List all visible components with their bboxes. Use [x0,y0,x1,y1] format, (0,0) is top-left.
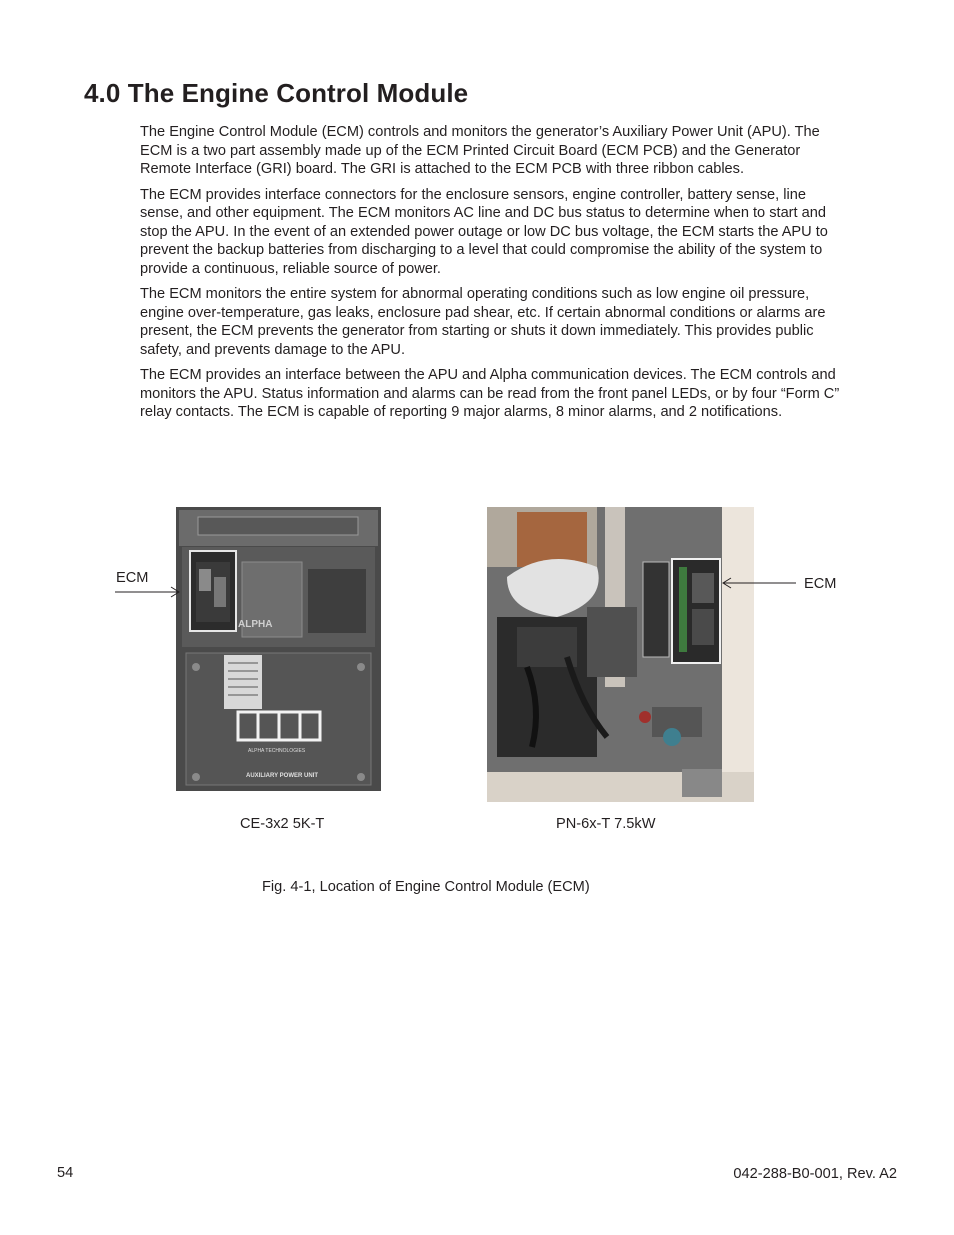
ce-3x2-caption: CE-3x2 5K-T [240,816,325,832]
paragraph-communication: The ECM provides an interface between the APU and Alpha communication devices. The ECM controls and monitors the APU. Status information and alarms can be read from the front panel LEDs, or by four “Form C” relay contacts. The ECM is capable of reporting 9 major alarms, 8 minor alarms, and 2 notifications. [140,367,840,420]
ecm-callout-right: ECM [804,576,837,592]
figure-caption: Fig. 4-1, Location of Engine Control Module (ECM) [262,879,590,895]
pn-6x-t-caption: PN-6x-T 7.5kW [556,816,656,832]
page-number: 54 [57,1165,74,1181]
body-text [140,123,850,429]
section-heading: 4.0 The Engine Control Module [84,78,469,108]
apu-panel-text: AUXILIARY POWER UNIT [246,773,319,779]
paragraph-monitoring: The ECM monitors the entire system for abnormal operating conditions such as low engine oil pressure, engine over-temperature, gas leaks, enclosure pad shear, etc. If certain abnormal conditions or alarms are present, the ECM prevents the generator from starting or shuts it down immediately. This provides public safety, and prevents damage to the APU. [140,286,826,358]
ecm-callout-left: ECM [116,570,149,586]
paragraph-interface: The ECM provides interface connectors for the enclosure sensors, engine controller, battery sense, line sense, and other equipment. The ECM monitors AC line and DC bus status to determine when to start and stop the APU. In the event of an extended power outage or low DC bus voltage, the ECM starts the APU to prevent the backup batteries from discharging to a level that could compromise the ability of the system to provide a continuous, reliable source of power. [140,186,828,277]
ce-3x2-enclosure-photo [176,507,381,791]
apc-label-text: ALPHA [238,619,273,630]
paragraph-intro: The Engine Control Module (ECM) controls and monitors the generator’s Auxiliary Power Unit (APU). The ECM is a two part assembly made up of the ECM Printed Circuit Board (ECM PCB) and the Generator Remote Interface (GRI) board. The GRI is attached to the ECM PCB with three ribbon cables. [140,124,820,177]
arrow-left-icon [718,575,798,591]
document-number: 042-288-B0-001, Rev. A2 [733,1166,897,1182]
alpha-logo-subtext: ALPHA TECHNOLOGIES [248,748,306,754]
pn-6x-t-generator-photo [487,507,754,802]
arrow-right-icon [114,584,184,600]
